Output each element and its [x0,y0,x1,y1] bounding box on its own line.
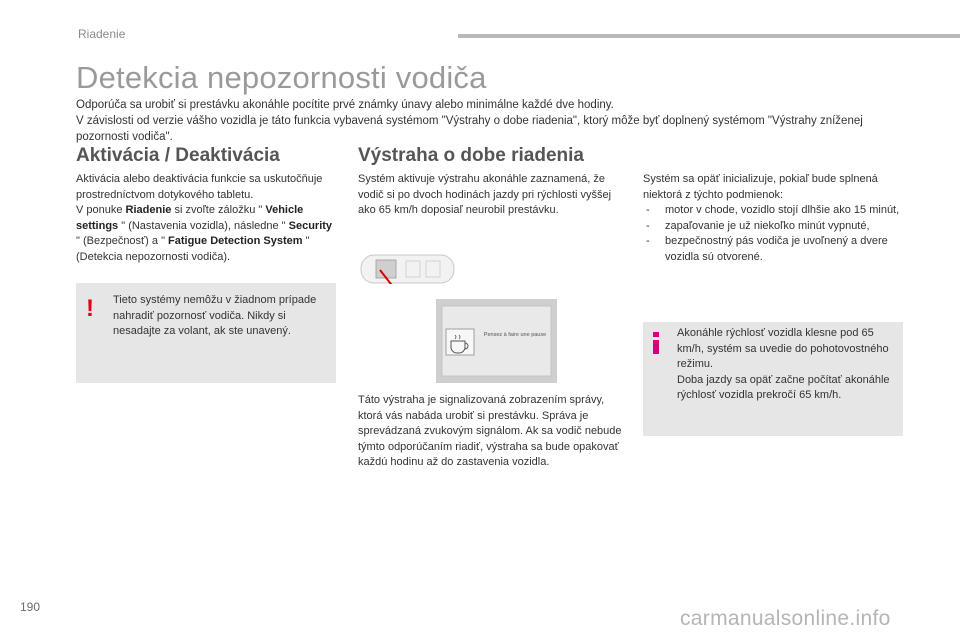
info-line-2: Doba jazdy sa opäť začne počítať akonáhle rýchlosť vozidla prekročí 65 km/h. [677,373,890,401]
reset-conditions-text [643,172,905,265]
list-item: - bezpečnostný pás vodiča je uvoľnený a dvere vozidla sú otvorené. [643,234,905,265]
activation-text [76,172,338,265]
screen-message-illustration [436,299,557,383]
intro-text [76,97,896,145]
driving-time-para-1: Systém aktivuje výstrahu akonáhle zaznamená, že vodič si po dvoch hodinách jazdy pri rýchlosti vyššej ako 65 km/h doposiaľ neurobil prestávku. [358,173,612,216]
page-title: Detekcia nepozornosti vodiča [76,60,487,95]
activation-para-2: V ponuke Riadenie si zvoľte záložku " Vehicle settings " (Nastavenia vozidla), následne " Security " (Bezpečnosť) a " Fatigue Detection System " (Detekcia nepozornosti vodiča). [76,204,333,263]
exclamation-icon: ! [86,295,94,322]
intro-line-2: V závislosti od verzie vášho vozidla je táto funkcia vybavená systémom "Výstrahy o dobe riadenia", ktorý môže byť doplnený systémom "Výstrahy zníženej pozornosti vodiča". [76,115,863,143]
info-text [677,326,892,404]
reset-conditions-intro: Systém sa opäť inicializuje, pokiaľ bude splnená niektorá z týchto podmienok: [643,173,878,201]
info-line-1: Akonáhle rýchlosť vozidla klesne pod 65 km/h, systém sa uvedie do pohotovostného režimu. [677,327,889,370]
driving-time-para-2: Táto výstraha je signalizovaná zobrazením správy, ktorá vás nabáda urobiť si prestávku. Správa je sprevádzaná zvukovým signálom. Ak sa vodič nebude týmto odporúčaním riadiť, výstraha sa bude opakovať každú hodinu až do zastavenia vozidla. [358,394,622,468]
dashboard-panel-illustration [360,254,455,284]
activation-heading: Aktivácia / Deaktivácia [76,145,280,166]
driving-time-text-1 [358,172,620,219]
info-box [643,322,903,436]
intro-line-1: Odporúča sa urobiť si prestávku akonáhle pocítite prvé známky únavy alebo minimálne každé dve hodiny. [76,99,614,111]
driving-time-text-2 [358,393,628,471]
page-number: 190 [20,600,41,614]
driving-time-heading: Výstraha o dobe riadenia [358,145,584,166]
section-label: Riadenie [78,27,126,41]
header-divider [458,34,960,38]
reset-conditions-list [643,203,905,265]
watermark: carmanualsonline.info [680,607,891,630]
info-icon [651,332,661,354]
screen-message-text: Pensez à faire une pause [483,332,547,338]
warning-box [76,283,336,383]
warning-text: Tieto systémy nemôžu v žiadnom prípade nahradiť pozornosť vodiča. Nikdy si nesadajte za volant, ak ste unavený. [113,294,317,337]
activation-para-1: Aktivácia alebo deaktivácia funkcie sa uskutočňuje prostredníctvom dotykového tabletu. [76,173,323,201]
list-item: - zapaľovanie je už niekoľko minút vypnuté, [643,219,905,235]
list-item: - motor v chode, vozidlo stojí dlhšie ako 15 minút, [643,203,905,219]
